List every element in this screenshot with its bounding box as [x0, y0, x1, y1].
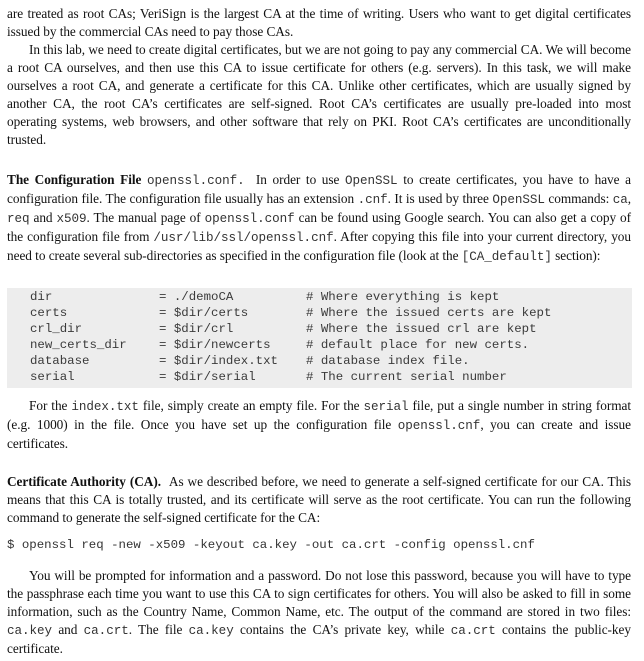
- text: contains the public-key certificate.: [7, 622, 631, 656]
- code-openssl-conf: openssl.conf: [204, 212, 295, 226]
- text: file, put a single number in string format (e.g. 1000) in the file. Once you have set up the configuration file: [7, 398, 631, 432]
- code-index-txt: index.txt: [71, 400, 139, 414]
- code-ca-default: [CA_default]: [461, 250, 552, 264]
- code-ca-key: ca.key: [7, 624, 53, 638]
- config-value: = ./demoCA: [159, 290, 234, 304]
- text: . The manual page of: [86, 210, 205, 225]
- config-key: certs: [30, 306, 68, 320]
- section-heading-ca: Certificate Authority (CA).: [7, 474, 161, 489]
- config-comment: # default place for new certs.: [306, 338, 530, 352]
- code-openssl: OpenSSL: [345, 174, 398, 188]
- config-comment: # Where everything is kept: [306, 290, 500, 304]
- config-key: database: [30, 354, 90, 368]
- text: . After copying this file into your current directory, you need to create several sub-directories as specified in the configuration file (look at the: [7, 229, 632, 263]
- code-ca-crt: ca.crt: [450, 624, 496, 638]
- code-x509: x509: [56, 212, 87, 226]
- config-line: [30, 337, 551, 353]
- code-cnf-ext: .cnf: [357, 193, 388, 207]
- code-req: req: [7, 212, 30, 226]
- text: and: [29, 210, 57, 225]
- paragraph-configuration-file: [7, 171, 631, 266]
- text: . It is used by three: [387, 191, 493, 206]
- code-ca-key: ca.key: [188, 624, 234, 638]
- text: contains the CA’s private key, while: [233, 622, 451, 637]
- text: In order to use: [255, 172, 346, 187]
- text: and: [52, 622, 84, 637]
- text: For the: [29, 398, 72, 413]
- text: . The file: [128, 622, 189, 637]
- text: section):: [551, 248, 601, 263]
- config-line: [30, 321, 551, 337]
- paragraph-intro-tail: are treated as root CAs; VeriSign is the largest CA at the time of writing. Users who want to get digital certificates issued by the commercial CAs need to pay those CAs.: [7, 6, 631, 39]
- config-code-block: [7, 288, 632, 388]
- code-openssl-cnf: openssl.cnf: [397, 419, 481, 433]
- config-line: [30, 353, 551, 369]
- config-line: [30, 305, 551, 321]
- paragraph-index-serial: [7, 397, 631, 453]
- code-config-path: /usr/lib/ssl/openssl.cnf: [153, 231, 334, 245]
- text: , you can create and issue certificates.: [7, 417, 631, 451]
- config-line: [30, 369, 551, 385]
- code-serial: serial: [363, 400, 409, 414]
- ca-text: As we described before, we need to generate a self-signed certificate for our CA. This means that this CA is totally trusted, and its certificate will serve as the root certificate. You can run the following command to generate the self-signed certificate for the CA:: [7, 474, 631, 525]
- config-value: = $dir/index.txt: [159, 354, 278, 368]
- config-value: = $dir/crl: [159, 322, 234, 336]
- section-heading-configuration: The Configuration File: [7, 172, 142, 187]
- command-line: $ openssl req -new -x509 -keyout ca.key -out ca.crt -config openssl.cnf: [7, 538, 535, 552]
- paragraph-lab-overview: [7, 41, 631, 149]
- config-line: [30, 289, 551, 305]
- config-key: serial: [30, 370, 75, 384]
- config-key: new_certs_dir: [30, 338, 127, 352]
- config-comment: # Where the issued certs are kept: [306, 306, 552, 320]
- config-comment: # database index file.: [306, 354, 470, 368]
- text: file, simply create an empty file. For the: [138, 398, 364, 413]
- paragraph-prompt-info: [7, 567, 631, 658]
- code-openssl: OpenSSL: [492, 193, 545, 207]
- lab-overview-text: In this lab, we need to create digital certificates, but we are not going to pay any commercial CA. We will become a root CA ourselves, and then use this CA to issue certificate for others (e.g. servers). In this task, we will make ourselves a root CA, and generate a certificate for this CA. Unlike other certificates, which are usually signed by another CA, the root CA’s certificates are self-signed. Root CA’s certificates are usually pre-loaded into most operating systems, web browsers, and other software that rely on PKI. Root CA’s certificates are unconditionally trusted.: [7, 42, 631, 147]
- config-table: [30, 289, 551, 385]
- config-value: = $dir/serial: [159, 370, 256, 384]
- code-ca-crt: ca.crt: [83, 624, 129, 638]
- code-ca: ca: [612, 193, 628, 207]
- text: can be found using Google search. You can also get a copy of the configuration file from: [7, 210, 631, 244]
- heading-filename: openssl.conf.: [147, 174, 245, 188]
- text: ,: [627, 191, 632, 206]
- config-comment: # Where the issued crl are kept: [306, 322, 537, 336]
- paragraph-certificate-authority: [7, 473, 631, 527]
- config-key: crl_dir: [30, 322, 83, 336]
- text: to create certificates, you have to have a configuration file. The configuration file usually has an extension: [7, 172, 631, 206]
- config-key: dir: [30, 290, 53, 304]
- config-comment: # The current serial number: [306, 370, 507, 384]
- config-value: = $dir/certs: [159, 306, 249, 320]
- text: commands:: [544, 191, 613, 206]
- text: You will be prompted for information and a password. Do not lose this password, because you will have to type the passphrase each time you want to use this CA to sign certificates for others. You will also be asked to fill in some information, such as the Country Name, Common Name, etc. The output of the command are stored in two files:: [7, 568, 631, 619]
- config-value: = $dir/newcerts: [159, 338, 271, 352]
